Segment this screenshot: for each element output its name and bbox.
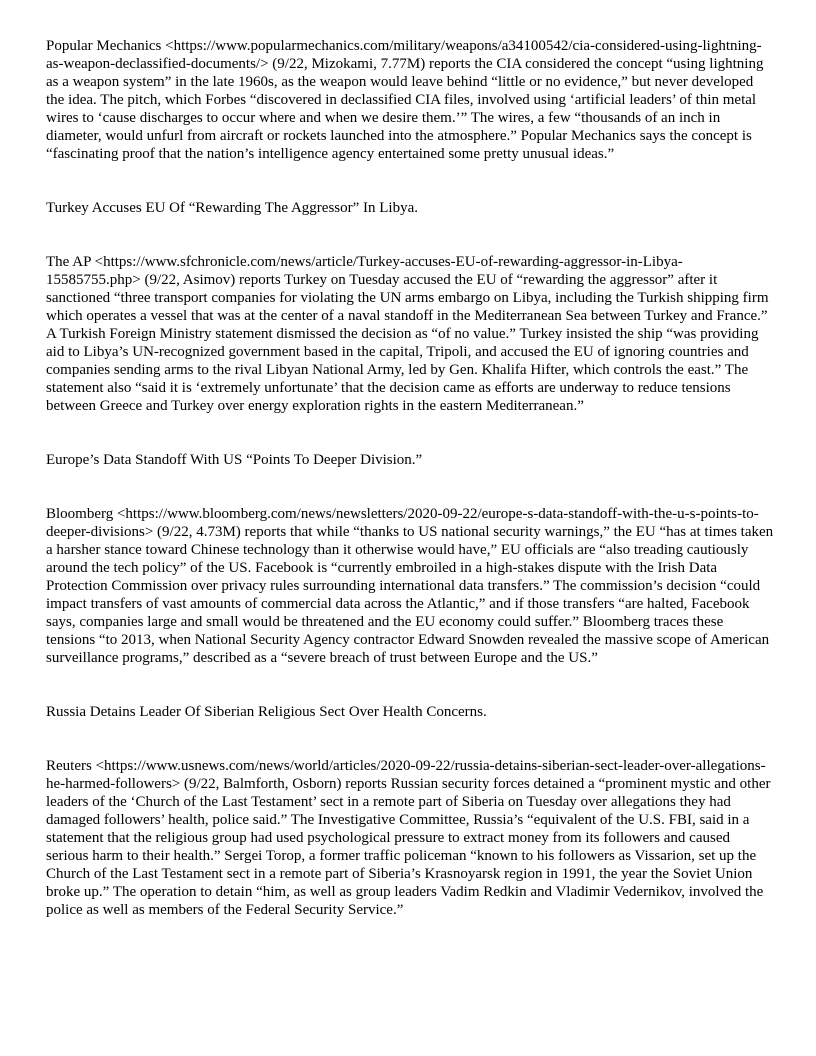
- article-body-turkey-eu: The AP <https://www.sfchronicle.com/news/article/Turkey-accuses-EU-of-rewarding-aggressor-in-Libya-15585755.php> (9/22, Asimov) reports Turkey on Tuesday accused the EU of “rewarding the aggressor” after it sanctioned “three transport companies for violating the UN arms embargo on Libya, including the Turkish shipping firm which operates a vessel that was at the center of a naval standoff in the Mediterranean Sea between Turkey and France.” A Turkish Foreign Ministry statement dismissed the decision as “of no value.” Turkey insisted the ship “was providing aid to Libya’s UN-recognized government based in the capital, Tripoli, and accused the EU of ignoring countries and companies sending arms to the rival Libyan National Army, led by Gen. Khalifa Hifter, which controls the east.” The statement also “said it is ‘extremely unfortunate’ that the decision came as efforts are underway to reduce tensions between Greece and Turkey over energy exploration rights in the eastern Mediterranean.”: [46, 254, 769, 414]
- article-body-cia-lightning: Popular Mechanics <https://www.popularmechanics.com/military/weapons/a34100542/cia-considered-using-lightning-as-weapon-declassified-documents/> (9/22, Mizokami, 7.77M) reports the CIA considered the concept “using lightning as a weapon system” in the late 1960s, as the weapon would leave behind “little or no evidence,” but never developed the idea. The pitch, which Forbes “discovered in declassified CIA files, involved using ‘artificial leaders’ of thin metal wires to ‘cause discharges to occur where and when we desire them.’” The wires, a few “thousands of an inch in diameter, would unfurl from aircraft or rockets launched into the atmosphere.” Popular Mechanics says the concept is “fascinating proof that the nation’s intelligence agency entertained some pretty unusual ideas.”: [46, 38, 764, 162]
- article-body-russia-sect: Reuters <https://www.usnews.com/news/world/articles/2020-09-22/russia-detains-siberian-sect-leader-over-allegations-he-harmed-followers> (9/22, Balmforth, Osborn) reports Russian security forces detained a “prominent mystic and other leaders of the ‘Church of the Last Testament’ sect in a remote part of Siberia on Tuesday over allegations they had damaged followers’ health, police said.” The Investigative Committee, Russia’s “equivalent of the U.S. FBI, said in a statement that the religious group had used psychological pressure to extract money from its followers and caused serious harm to their health.” Sergei Torop, a former traffic policeman “known to his followers as Vissarion, set up the Church of the Last Testament sect in a remote part of Siberia’s Krasnoyarsk region in 1991, the year the Soviet Union broke up.” The operation to detain “him, as well as group leaders Vadim Redkin and Vladimir Vedernikov, involved the police as well as members of the Federal Security Service.”: [46, 758, 771, 918]
- document-page: [46, 37, 774, 919]
- headline-europe-data: Europe’s Data Standoff With US “Points To Deeper Division.”: [46, 452, 423, 468]
- headline-turkey-eu: Turkey Accuses EU Of “Rewarding The Aggressor” In Libya.: [46, 200, 419, 216]
- article-body-europe-data: Bloomberg <https://www.bloomberg.com/news/newsletters/2020-09-22/europe-s-data-standoff-with-the-u-s-points-to-deeper-divisions> (9/22, 4.73M) reports that while “thanks to US national security warnings,” the EU “has at times taken a harsher stance toward Chinese technology than it otherwise would have,” EU officials are “also treading cautiously around the tech policy” of the US. Facebook is “currently embroiled in a high-stakes dispute with the Irish Data Protection Commission over privacy rules surrounding international data transfers.” The commission’s decision “could impact transfers of vast amounts of commercial data across the Atlantic,” and if those transfers “are halted, Facebook says, companies large and small would be threatened and the EU economy could suffer.” Bloomberg traces these tensions “to 2013, when National Security Agency contractor Edward Snowden revealed the massive scope of American surveillance programs,” described as a “severe breach of trust between Europe and the US.”: [46, 506, 774, 666]
- headline-russia-sect: Russia Detains Leader Of Siberian Religious Sect Over Health Concerns.: [46, 704, 487, 720]
